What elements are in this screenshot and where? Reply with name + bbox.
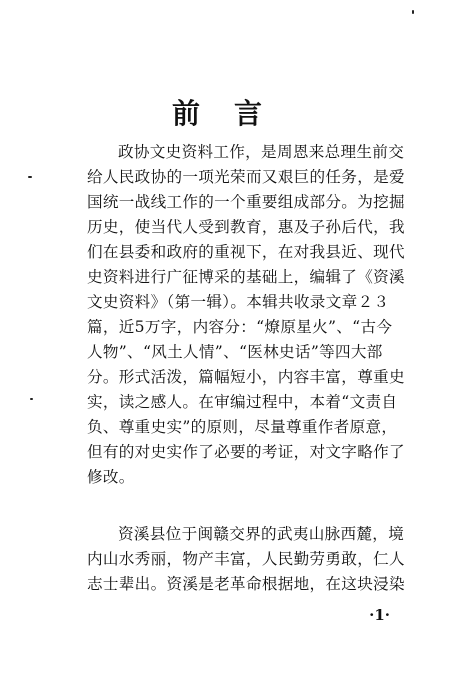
scan-speck <box>412 10 414 14</box>
page-title: 前言 <box>171 97 296 130</box>
scan-speck <box>30 398 33 400</box>
text-line: 国统一战线工作的一个重要组成部分。为挖掘 <box>87 193 405 211</box>
text-line: 篇，近5万字，内容分：“燎原星火”、“古今 <box>87 318 393 336</box>
paragraph-1 <box>87 140 409 490</box>
text-line: 给人民政协的一项光荣而又艰巨的任务，是爱 <box>87 168 405 186</box>
text-line: 负、尊重史实”的原则，尽量尊重作者原意， <box>87 418 398 436</box>
text-line: 实，读之感人。在审编过程中，本着“文责自 <box>87 393 398 411</box>
text-line: 人物”、“风土人情”、“医林史话”等四大部 <box>87 343 383 361</box>
text-line: 史资料进行广征博采的基础上，编辑了《资溪 <box>87 268 405 286</box>
text-line: 历史，使当代人受到教育，惠及子孙后代，我 <box>87 218 405 236</box>
page-number: ·1· <box>369 606 390 624</box>
text-line: 分。形式活泼，篇幅短小，内容丰富，尊重史 <box>87 368 405 386</box>
paragraph-2 <box>87 522 409 597</box>
text-line: 文史资料》（第一辑）。本辑共收录文章２３ <box>87 293 390 311</box>
text-line: 志士辈出。资溪是老革命根据地，在这块浸染 <box>87 575 405 593</box>
scan-speck <box>28 176 32 178</box>
text-line: 资溪县位于闽赣交界的武夷山脉西麓，境 <box>118 525 405 543</box>
text-line: 内山水秀丽，物产丰富，人民勤劳勇敢，仁人 <box>87 550 405 568</box>
text-line: 修改。 <box>87 468 135 486</box>
text-line: 政协文史资料工作，是周恩来总理生前交 <box>118 143 405 161</box>
text-line: 们在县委和政府的重视下，在对我县近、现代 <box>87 243 405 261</box>
text-line: 但有的对史实作了必要的考证，对文字略作了 <box>87 443 405 461</box>
